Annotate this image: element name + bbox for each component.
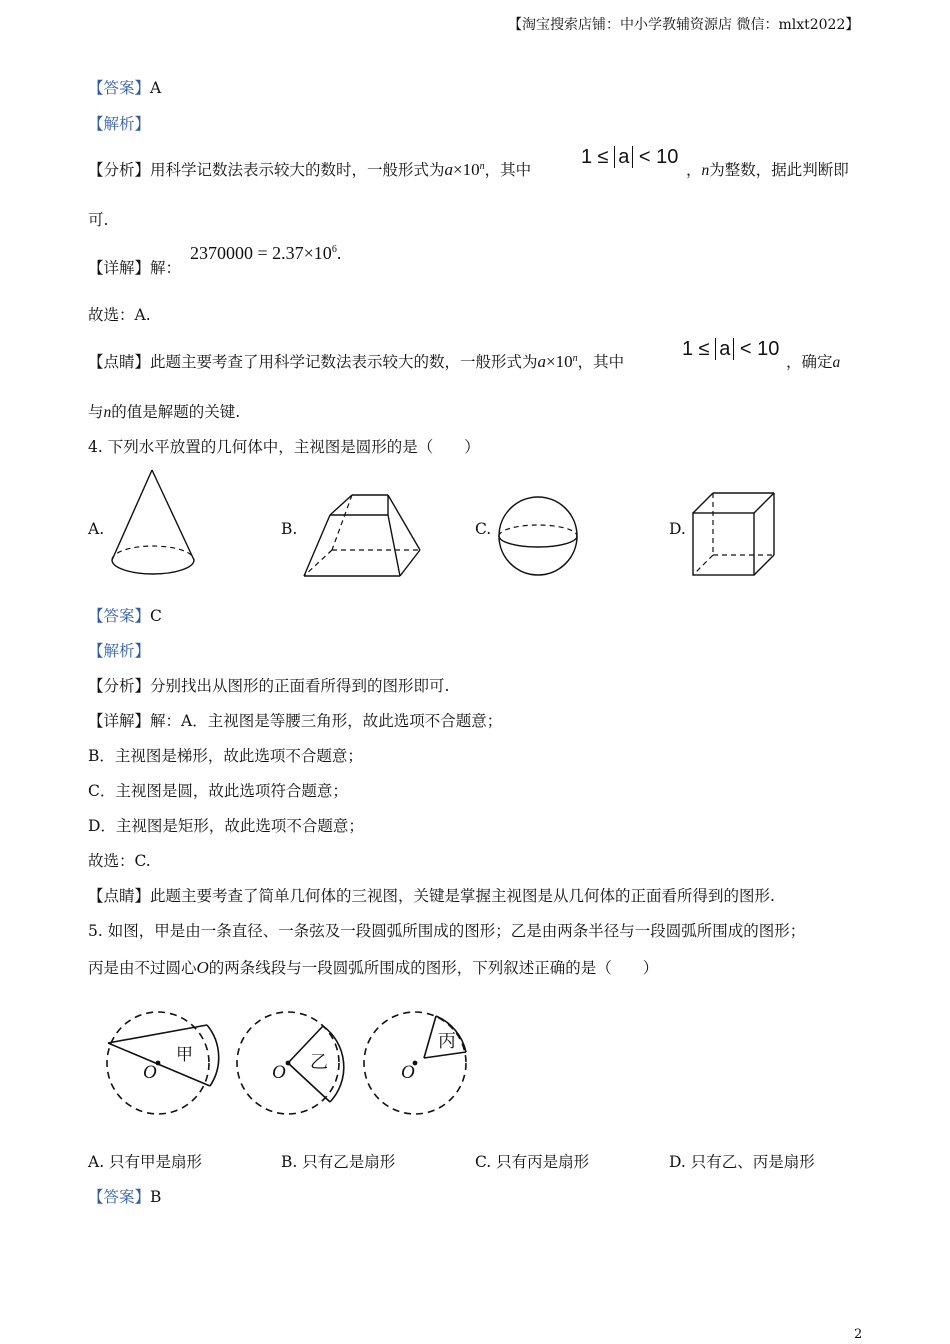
q4-option-b-label: B.	[281, 520, 298, 538]
ineq-left: 1 ≤	[682, 338, 710, 360]
question-text: 丙是由不过圆心	[88, 959, 197, 977]
inequality	[581, 146, 678, 169]
analysis-tag: 【解析】	[88, 115, 151, 133]
figure-bing	[362, 1003, 472, 1125]
q3-answer-line	[88, 76, 161, 98]
fenxi-text: ，其中	[484, 161, 532, 179]
ineq-right: < 10	[638, 146, 679, 168]
q3-fenxi-line	[88, 158, 531, 180]
q4-xiangjie-line	[88, 709, 502, 731]
q3-equation: $2370000 = 2.37\times 10^6$.	[190, 243, 342, 263]
q5-question-line2	[88, 956, 658, 978]
xiangjie-text: 解：	[150, 259, 182, 277]
q3-xiangjie-line	[88, 256, 181, 278]
label-yi: 乙	[310, 1052, 328, 1073]
label-o: O	[143, 1062, 157, 1083]
analysis-tag: 【解析】	[88, 642, 151, 660]
cone-figure	[108, 468, 198, 580]
dianjing-text: 与	[88, 403, 104, 421]
q3-dianjing-line	[88, 350, 624, 372]
q4-line-d: D．主视图是矩形，故此选项不合题意；	[88, 817, 364, 835]
q4-question: 4. 下列水平放置的几何体中，主视图是圆形的是（ ）	[88, 438, 480, 456]
header-banner: 【淘宝搜索店铺：中小学教辅资源店 微信：mlxt2022】	[508, 17, 860, 33]
q3-fenxi-tail: ，n为整数，据此判断即	[686, 161, 849, 179]
answer-value: C	[150, 607, 162, 625]
fenxi-tag: 【分析】	[88, 677, 151, 695]
q5-option-a: A. 只有甲是扇形	[88, 1153, 203, 1171]
q4-guxuan: 故选：C.	[88, 852, 151, 870]
label-jia: 甲	[176, 1045, 193, 1065]
q5-question-line1: 5. 如图，甲是由一条直径、一条弦及一段圆弧所围成的图形；乙是由两条半径与一段圆弧所围成的图形；	[88, 922, 806, 940]
center-o: O	[196, 958, 209, 977]
fenxi-text: 为整数，据此判断即	[709, 161, 849, 179]
fenxi-text: 分别找出从图形的正面看所得到的图形即可.	[150, 677, 450, 695]
dianjing-text: 的值是解题的关键.	[111, 403, 241, 421]
symbol-n: n	[103, 404, 112, 421]
q5-option-b: B. 只有乙是扇形	[281, 1153, 396, 1171]
ineq-abs-a: a	[715, 338, 734, 360]
answer-value: A	[150, 79, 162, 97]
q4-option-d-label: D.	[669, 520, 686, 538]
q3-guxuan: 故选：A.	[88, 306, 151, 324]
question-text: 的两条线段与一段圆弧所围成的图形，下列叙述正确的是（ ）	[208, 959, 659, 977]
dianjing-text: 此题主要考查了简单几何体的三视图，关键是掌握主视图是从几何体的正面看所得到的图形.	[150, 887, 775, 905]
answer-tag: 【答案】	[88, 607, 151, 625]
times-ten: ×10	[453, 160, 480, 179]
q4-dianjing-line	[88, 884, 775, 906]
answer-tag: 【答案】	[88, 79, 151, 97]
dianjing-text: ，其中	[577, 353, 625, 371]
equation-exponent: 6	[331, 244, 337, 255]
times-ten: ×10	[546, 352, 573, 371]
ineq-left: 1 ≤	[581, 146, 609, 168]
q5-answer-line	[88, 1185, 161, 1207]
dianjing-tag: 【点睛】	[88, 353, 151, 371]
q3-fenxi-end: 可.	[88, 211, 109, 229]
dianjing-tag: 【点睛】	[88, 887, 151, 905]
inequality	[682, 338, 779, 361]
q4-line-c: C．主视图是圆，故此选项符合题意；	[88, 782, 348, 800]
ineq-abs-a: a	[614, 146, 633, 168]
frustum-figure	[302, 493, 424, 583]
xiangjie-tag: 【详解】	[88, 259, 151, 277]
xiangjie-text: 解：A．主视图是等腰三角形，故此选项不合题意；	[150, 712, 503, 730]
ineq-right: < 10	[739, 338, 780, 360]
q4-fenxi-line	[88, 674, 449, 696]
fenxi-text: 用科学记数法表示较大的数时，一般形式为	[150, 161, 445, 179]
exponent-n: n	[479, 160, 485, 172]
q4-answer-line	[88, 604, 162, 626]
dianjing-text: 此题主要考查了用科学记数法表示较大的数，一般形式为	[150, 353, 538, 371]
symbol-a: a	[832, 354, 841, 371]
xiangjie-tag: 【详解】	[88, 712, 151, 730]
symbol-n: n	[701, 162, 710, 179]
answer-value: B	[150, 1188, 162, 1206]
q4-option-c-label: C.	[475, 520, 492, 538]
dianjing-text: ，确定	[786, 353, 833, 371]
cube-figure	[690, 490, 780, 580]
q4-line-b: B．主视图是梯形，故此选项不合题意；	[88, 747, 363, 765]
equation-text: 2370000 = 2.37×10	[190, 243, 332, 263]
exponent-n: n	[572, 352, 578, 364]
sphere-figure	[497, 495, 581, 579]
fenxi-tag: 【分析】	[88, 161, 151, 179]
label-bing: 丙	[438, 1031, 456, 1052]
q3-dianjing-tail	[786, 350, 840, 372]
label-o: O	[272, 1062, 286, 1083]
page-number: 2	[854, 1327, 863, 1342]
answer-tag: 【答案】	[88, 1188, 151, 1206]
label-o: O	[401, 1062, 415, 1083]
q5-option-d: D. 只有乙、丙是扇形	[669, 1153, 815, 1171]
q3-dianjing-end	[88, 400, 240, 422]
q4-option-a-label: A.	[88, 520, 105, 538]
q5-option-c: C. 只有丙是扇形	[475, 1153, 590, 1171]
symbol-a: a	[444, 160, 454, 179]
symbol-a: a	[537, 352, 547, 371]
figure-jia	[106, 1003, 214, 1125]
